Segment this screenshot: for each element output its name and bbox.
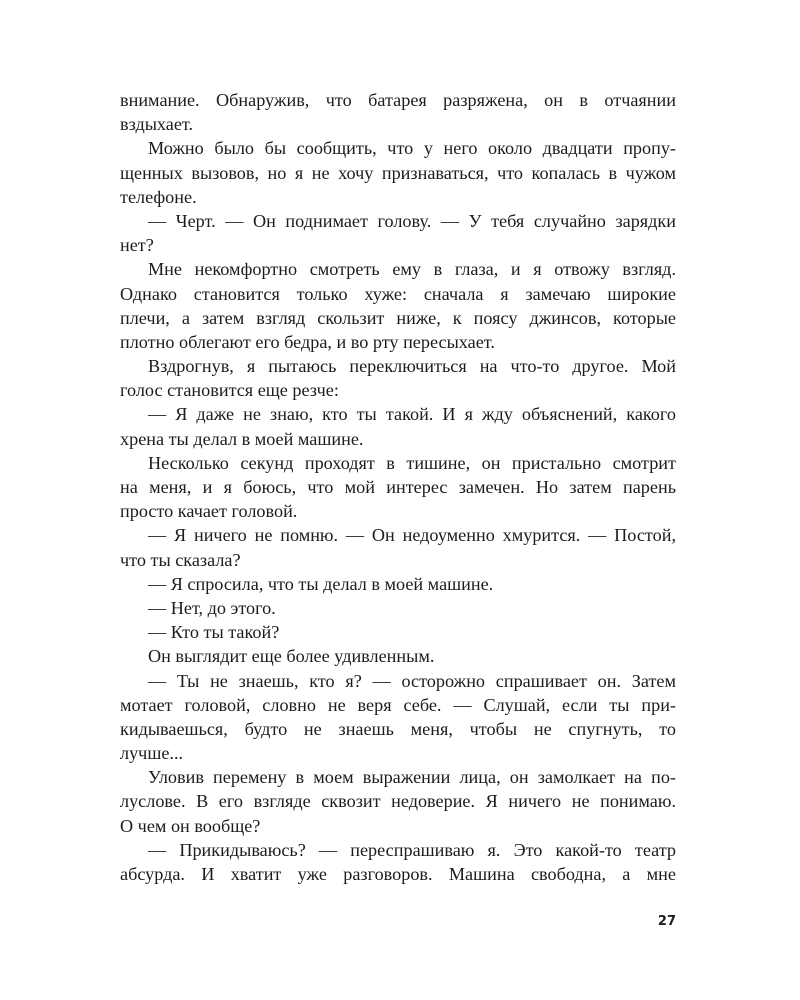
text-line: — Прикидываюсь? — переспрашиваю я. Это какой-то театр <box>148 839 676 860</box>
text-line: — Кто ты такой? <box>148 622 280 643</box>
text-line: — Ты не знаешь, кто я? — осторожно спрашивает он. Затем <box>148 670 676 691</box>
text-line: — Я ничего не помню. — Он недоуменно хмурится. — Постой, <box>148 525 676 546</box>
text-line: голос становится еще резче: <box>120 380 339 401</box>
text-line: Можно было бы сообщить, что у него около двадцати пропу- <box>148 138 676 159</box>
body-text <box>120 88 676 886</box>
text-line: мотает головой, словно не веря себе. — Слушай, если ты при- <box>120 694 676 715</box>
text-line: плечи, а затем взгляд скользит ниже, к поясу джинсов, которые <box>120 307 676 328</box>
text-line: Мне некомфортно смотреть ему в глаза, и я отвожу взгляд. <box>148 259 676 280</box>
text-line: что ты сказала? <box>120 549 241 570</box>
text-line: лучше... <box>120 743 184 764</box>
text-line: Вздрогнув, я пытаюсь переключиться на что-то другое. Мой <box>148 356 676 377</box>
text-line: — Я спросила, что ты делал в моей машине. <box>148 573 494 594</box>
text-line: хрена ты делал в моей машине. <box>120 428 364 449</box>
text-line: — Черт. — Он поднимает голову. — У тебя случайно зарядки <box>148 210 676 231</box>
text-line: кидываешься, будто не знаешь меня, чтобы не спугнуть, то <box>120 718 676 739</box>
page-number: 27 <box>657 914 676 929</box>
text-line: на меня, и я боюсь, что мой интерес замечен. Но затем парень <box>120 477 676 497</box>
text-line: О чем он вообще? <box>120 815 261 836</box>
text-line: абсурда. И хватит уже разговоров. Машина свободна, а мне <box>120 864 676 884</box>
text-line: щенных вызовов, но я не хочу признаваться, что копалась в чужом <box>120 162 676 183</box>
text-line: нет? <box>120 235 154 256</box>
text-line: вздыхает. <box>120 114 194 135</box>
text-line: — Я даже не знаю, кто ты такой. И я жду объяснений, какого <box>148 404 676 425</box>
text-line: Однако становится только хуже: сначала я замечаю широкие <box>120 283 676 304</box>
text-line: луслове. В его взгляде сквозит недоверие. Я ничего не понимаю. <box>120 791 676 812</box>
text-line: телефоне. <box>120 186 197 207</box>
text-line: просто качает головой. <box>120 501 298 522</box>
text-line: плотно облегают его бедра, и во рту пересыхает. <box>120 331 495 352</box>
text-line: Уловив перемену в моем выражении лица, он замолкает на по- <box>148 767 676 788</box>
text-line: внимание. Обнаружив, что батарея разряжена, он в отчаянии <box>120 90 676 110</box>
text-line: Несколько секунд проходят в тишине, он пристально смотрит <box>148 452 676 473</box>
text-line: — Нет, до этого. <box>148 597 276 618</box>
text-line: Он выглядит еще более удивленным. <box>148 646 435 667</box>
